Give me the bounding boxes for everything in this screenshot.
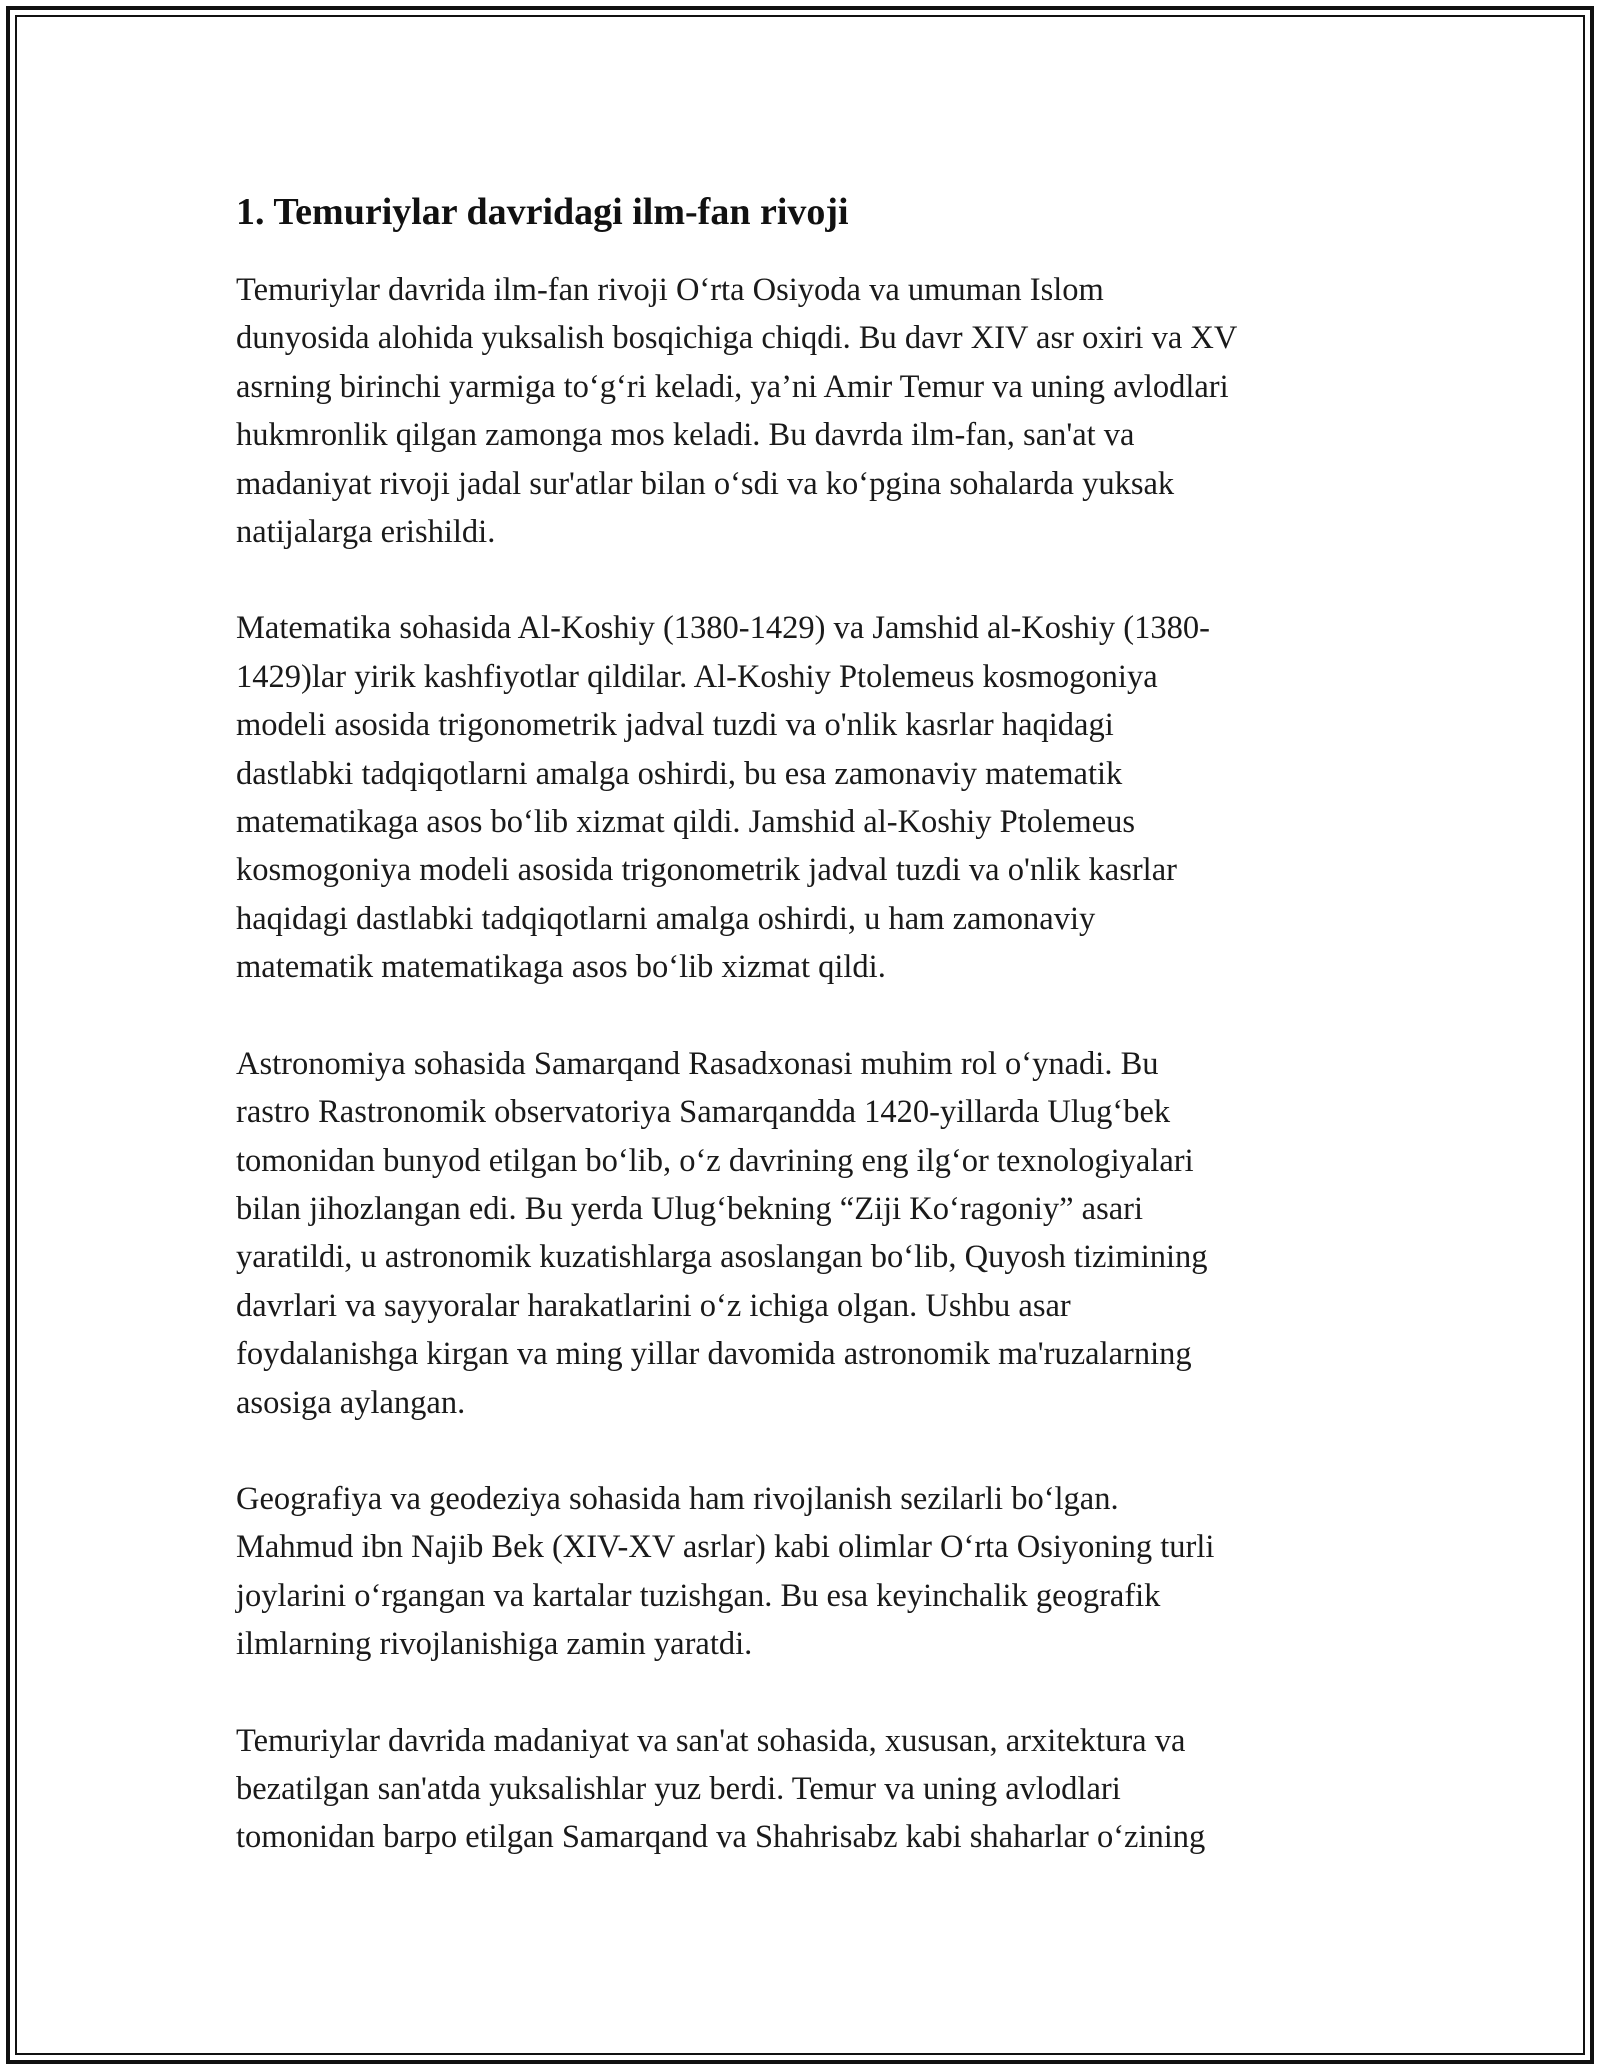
document-body <box>236 186 1376 1910</box>
paragraph-introduction: Temuriylar davrida ilm-fan rivoji O‘rta Osiyoda va umuman Islom dunyosida alohida yuksalish bosqichiga chiqdi. Bu davr XIV asr oxiri va XV asrning birinchi yarmiga to‘g‘ri keladi, ya’ni Amir Temur va uning avlodlari hukmronlik qilgan zamonga mos keladi. Bu davrda ilm-fan, san'at va madaniyat rivoji jadal sur'atlar bilan o‘sdi va ko‘pgina sohalarda yuksak natijalarga erishildi. <box>236 272 1238 551</box>
paragraph-mathematics: Matematika sohasida Al-Koshiy (1380-1429) va Jamshid al-Koshiy (1380- 1429)lar yirik kashfiyotlar qildilar. Al-Koshiy Ptolemeus kosmogoniya modeli asosida trigonometrik jadval tuzdi va o'nlik kasrlar haqidagi dastlabki tadqiqotlarni amalga oshirdi, bu esa zamonaviy matematik matematikaga asos bo‘lib xizmat qildi. Jamshid al-Koshiy Ptolemeus kosmogoniya modeli asosida trigonometrik jadval tuzdi va o'nlik kasrlar haqidagi dastlabki tadqiqotlarni amalga oshirdi, u ham zamonaviy matematik matematikaga asos bo‘lib xizmat qildi. <box>236 610 1210 986</box>
page-title: 1. Temuriylar davridagi ilm-fan rivoji <box>236 191 849 233</box>
paragraph-astronomy: Astronomiya sohasida Samarqand Rasadxonasi muhim rol o‘ynadi. Bu rastro Rastronomik observatoriya Samarqandda 1420-yillarda Ulug‘bek tomonidan bunyod etilgan bo‘lib, o‘z davrining eng ilg‘or texnologiyalari bilan jihozlangan edi. Bu yerda Ulug‘bekning “Ziji Ko‘ragoniy” asari yaratildi, u astronomik kuzatishlarga asoslangan bo‘lib, Quyosh tizimining davrlari va sayyoralar harakatlarini o‘z ichiga olgan. Ushbu asar foydalanishga kirgan va ming yillar davomida astronomik ma'ruzalarning asosiga aylangan. <box>236 1045 1208 1421</box>
paragraph-culture: Temuriylar davrida madaniyat va san'at sohasida, xususan, arxitektura va bezatilgan san'atda yuksalishlar yuz berdi. Temur va uning avlodlari tomonidan barpo etilgan Samarqand va Shahrisabz kabi shaharlar o‘zining <box>236 1722 1206 1856</box>
paragraph-geography: Geografiya va geodeziya sohasida ham rivojlanish sezilarli bo‘lgan. Mahmud ibn Najib Bek (XIV-XV asrlar) kabi olimlar O‘rta Osiyoning turli joylarini o‘rgangan va kartalar tuzishgan. Bu esa keyinchalik geografik ilmlarning rivojlanishiga zamin yaratdi. <box>236 1480 1215 1663</box>
